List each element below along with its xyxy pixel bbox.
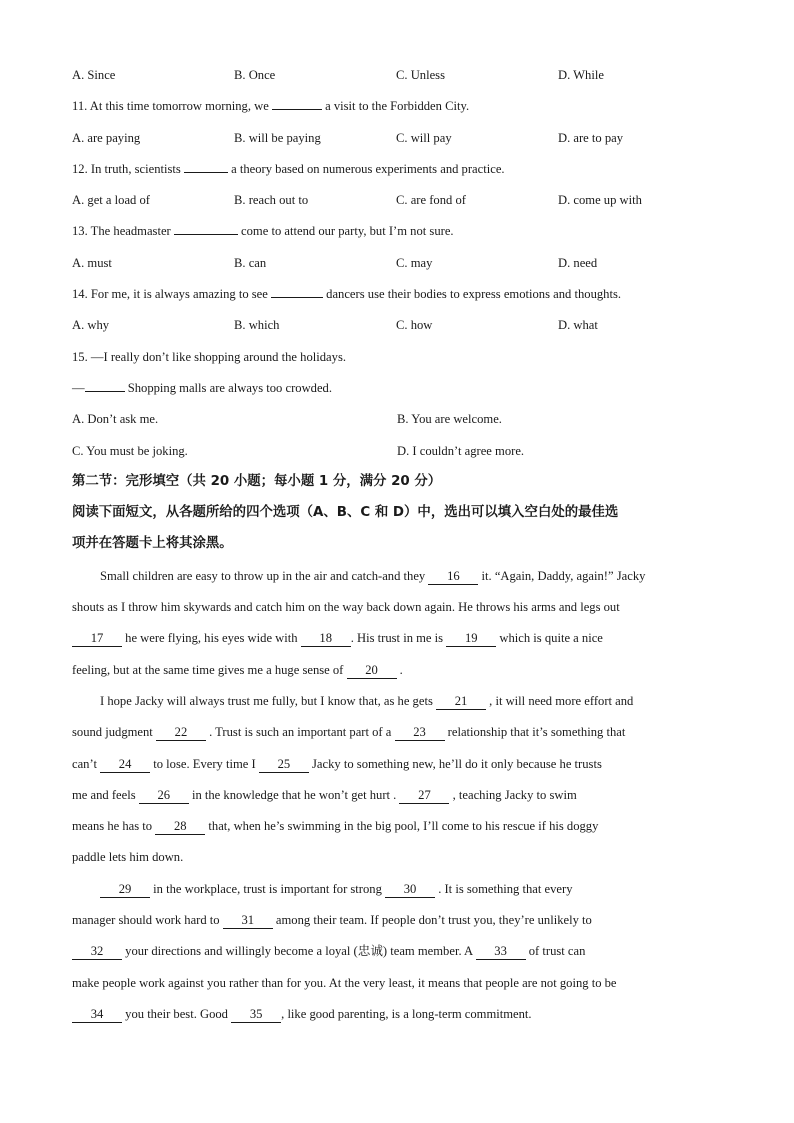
passage-line (72, 627, 732, 658)
passage-line (72, 753, 732, 784)
q12-options (72, 189, 732, 220)
q11-stem: 11. At this time tomorrow morning, we a visit to the Forbidden City. (72, 95, 732, 126)
q13-option-b: B. can (234, 255, 267, 270)
passage-line (72, 659, 732, 690)
passage-line (72, 815, 732, 846)
q12-stem: 12. In truth, scientists a theory based on numerous experiments and practice. (72, 158, 732, 189)
q15-option-c: C. You must be joking. (72, 443, 188, 458)
cloze-blank-25: 25 (259, 756, 309, 773)
passage-text: of trust can (525, 944, 586, 959)
q15-stem: 15. —I really don’t like shopping around the holidays. (72, 349, 346, 364)
q14-option-c: C. how (396, 318, 433, 333)
q15-options-row2 (72, 440, 732, 471)
cloze-blank-29: 29 (100, 881, 150, 898)
cloze-blank-31: 31 (223, 912, 273, 929)
passage-text: Small children are easy to throw up in the air and catch-and they (100, 568, 429, 583)
cloze-blank-23: 23 (395, 724, 445, 741)
passage-text: , it will need more effort and (486, 693, 634, 708)
section-title: 第二节：完形填空（共 20 小题；每小题 1 分，满分 20 分） (72, 473, 442, 489)
cloze-blank-19: 19 (446, 630, 496, 647)
q10-option-d: D. While (558, 68, 604, 82)
passage-line (72, 940, 732, 971)
q15-options-row1 (72, 408, 732, 439)
cloze-blank-30: 30 (385, 881, 435, 898)
passage-line (72, 690, 732, 721)
passage-text: , teaching Jacky to swim (449, 787, 577, 802)
passage-line (72, 565, 732, 596)
q11-option-c: C. will pay (396, 130, 452, 145)
q15-option-b: B. You are welcome. (397, 412, 502, 427)
q13-option-a: A. must (72, 255, 112, 270)
q11-options (72, 127, 732, 158)
cloze-blank-32: 32 (72, 943, 122, 960)
q15-option-a: A. Don’t ask me. (72, 412, 159, 427)
cloze-blank-28: 28 (155, 818, 205, 835)
q12-option-a: A. get a load of (72, 193, 150, 208)
q11-option-a: A. are paying (72, 130, 141, 145)
q14-option-b: B. which (234, 318, 280, 333)
passage-line (72, 596, 732, 627)
q10-option-b: B. Once (234, 68, 276, 82)
cloze-blank-21: 21 (436, 693, 486, 710)
cloze-blank-17: 17 (72, 630, 122, 647)
q13-option-d: D. need (558, 255, 598, 270)
passage-text: , like good parenting, is a long-term commitment. (281, 1006, 532, 1021)
passage-text: make people work against you rather than for you. At the very least, it means that people are not going to be (72, 975, 617, 990)
q15-option-d: D. I couldn’t agree more. (397, 443, 525, 458)
cloze-blank-26: 26 (139, 787, 189, 804)
cloze-blank-34: 34 (72, 1006, 122, 1023)
passage-text: . It is something that every (435, 881, 573, 896)
answer-blank (271, 283, 323, 298)
passage-line (72, 878, 732, 909)
passage-line (72, 1003, 732, 1034)
cloze-blank-24: 24 (100, 756, 150, 773)
passage-text: me and feels (72, 787, 139, 802)
passage-text: in the knowledge that he won’t get hurt . (188, 787, 400, 802)
cloze-blank-16: 16 (428, 568, 478, 585)
passage-text: that, when he’s swimming in the big pool, I’ll come to his rescue if his doggy (205, 819, 599, 834)
passage-line (72, 721, 732, 752)
passage-text: . His trust in me is (350, 631, 447, 646)
passage-text: means he has to (72, 819, 156, 834)
q15-response: — Shopping malls are always too crowded. (72, 377, 732, 408)
passage-text: . (396, 662, 403, 677)
cloze-passage (72, 565, 732, 1034)
q12-option-c: C. are fond of (396, 193, 466, 208)
passage-line (72, 909, 732, 940)
answer-blank (85, 377, 125, 392)
answer-blank (174, 220, 238, 235)
passage-text: relationship that it’s something that (444, 725, 626, 740)
answer-blank (184, 158, 228, 173)
passage-text: among their team. If people don’t trust you, they’re unlikely to (272, 913, 592, 928)
cloze-blank-35: 35 (231, 1006, 281, 1023)
passage-text: Jacky to something new, he’ll do it only because he trusts (308, 756, 602, 771)
q13-option-c: C. may (396, 255, 433, 270)
passage-line (72, 784, 732, 815)
q14-stem: 14. For me, it is always amazing to see dancers use their bodies to express emotions and thoughts. (72, 283, 732, 314)
q11-option-b: B. will be paying (234, 130, 321, 145)
section-instruction-line2: 项并在答题卡上将其涂黑。 (72, 536, 233, 552)
section-instruction-line1: 阅读下面短文，从各题所给的四个选项（A、B、C 和 D）中，选出可以填入空白处的最佳选 (72, 505, 619, 521)
q12-option-d: D. come up with (558, 193, 642, 208)
passage-line (72, 972, 732, 1003)
passage-text: shouts as I throw him skywards and catch him on the way back down again. He throws his arms and legs out (72, 600, 620, 615)
passage-text: I hope Jacky will always trust me fully, but I know that, as he gets (100, 693, 436, 708)
cloze-blank-18: 18 (301, 630, 351, 647)
passage-text: . Trust is such an important part of a (205, 725, 395, 740)
q10-option-c: C. Unless (396, 68, 445, 82)
passage-text: sound judgment (72, 725, 156, 740)
cloze-blank-27: 27 (399, 787, 449, 804)
q13-stem: 13. The headmaster come to attend our party, but I’m not sure. (72, 220, 732, 251)
q13-options (72, 252, 732, 283)
passage-text: feeling, but at the same time gives me a huge sense of (72, 662, 347, 677)
q14-options (72, 314, 732, 345)
answer-blank (272, 95, 322, 110)
passage-line (72, 846, 732, 877)
q10-options (72, 64, 732, 95)
passage-text: to lose. Every time I (150, 756, 259, 771)
passage-text: you their best. Good (122, 1006, 232, 1021)
cloze-blank-20: 20 (347, 662, 397, 679)
q14-option-d: D. what (558, 318, 598, 333)
passage-text: manager should work hard to (72, 913, 223, 928)
passage-text: can’t (72, 756, 101, 771)
passage-text: it. “Again, Daddy, again!” Jacky (478, 568, 646, 583)
passage-text: paddle lets him down. (72, 850, 184, 865)
passage-text: he were flying, his eyes wide with (122, 631, 301, 646)
cloze-blank-33: 33 (476, 943, 526, 960)
passage-text: in the workplace, trust is important for strong (150, 881, 386, 896)
q14-option-a: A. why (72, 318, 110, 333)
q11-option-d: D. are to pay (558, 130, 624, 145)
exam-page (72, 64, 732, 1034)
q12-option-b: B. reach out to (234, 193, 309, 208)
cloze-blank-22: 22 (156, 724, 206, 741)
passage-text: which is quite a nice (496, 631, 603, 646)
q10-option-a: A. Since (72, 68, 116, 82)
passage-text: your directions and willingly become a loyal (忠诚) team member. A (122, 944, 476, 959)
